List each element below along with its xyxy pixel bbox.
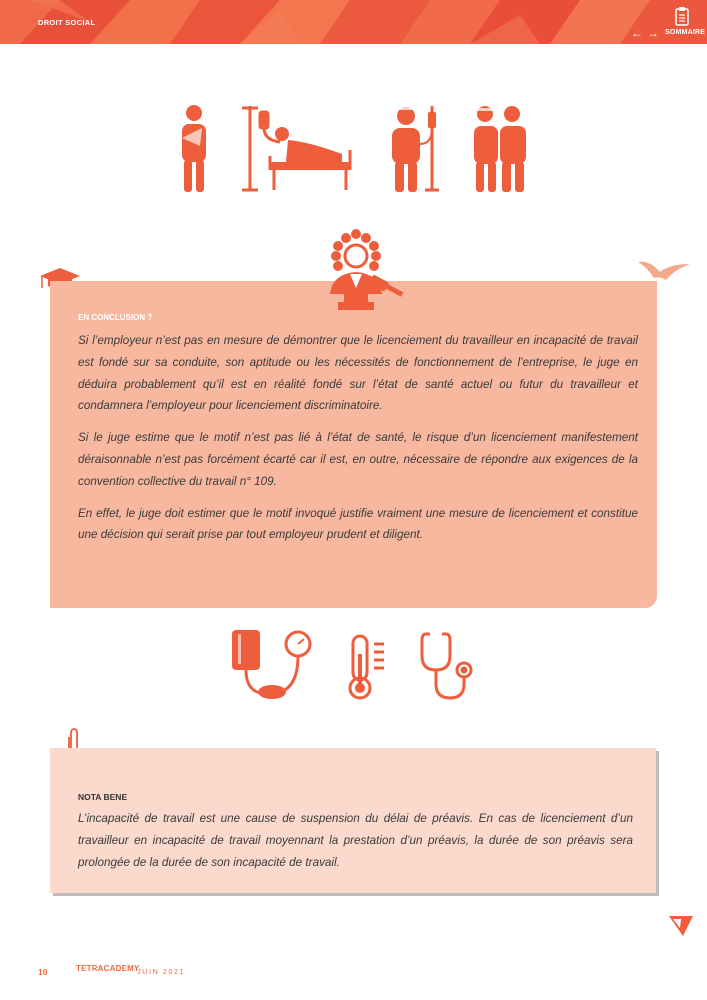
issue-date: JUIN 2021 [137, 967, 186, 976]
conclusion-paragraph: En effet, le juge doit estimer que le motif invoqué justifie vraiment une mesure de licenciement et constitue une décision qui serait prise par tout employeur prudent et diligent. [78, 506, 638, 542]
page-navigation [631, 6, 706, 40]
tetracademy-logo: TETRACADEMY [76, 964, 140, 973]
nota-bene-box [50, 748, 656, 893]
nota-text: L’incapacité de travail est une cause de suspension du délai de préavis. En cas de licenciement d’un travailleur en incapacité de travail moyennant la prestation d’un préavis, la durée de son préavis sera prolongée de la durée de son incapacité de travail. [78, 812, 633, 869]
conclusion-text [78, 330, 638, 556]
blood-pressure-icon [232, 630, 310, 699]
medical-icon-row [228, 626, 484, 706]
page-number: 10 [38, 967, 48, 977]
patient-iv-icon [392, 106, 439, 192]
section-label: DROIT SOCIAL [38, 18, 96, 27]
stethoscope-icon [422, 634, 471, 698]
conclusion-paragraph: Si l’employeur n’est pas en mesure de démontrer que le licenciement du travailleur en incapacité de travail est fondé sur sa conduite, son aptitude ou les nécessités de fonctionnement de l’entreprise, le juge en déduira probablement qu’il est en réalité fondé sur l’état de santé actuel ou futur du travailleur et condamnera l’employeur pour licenciement discriminatoire. [78, 334, 638, 413]
triangle-pattern [0, 0, 707, 44]
clipboard-icon[interactable] [674, 6, 690, 26]
summary-link[interactable]: SOMMAIRE [665, 29, 706, 36]
nota-title: NOTA BENE [78, 792, 128, 802]
thermometer-icon [350, 636, 384, 698]
next-page-button[interactable]: → [647, 26, 659, 40]
conclusion-title: EN CONCLUSION ? [78, 313, 153, 322]
illness-icon-row [170, 100, 540, 200]
injured-couple-icon [474, 106, 526, 192]
judge-gavel-icon [316, 228, 408, 320]
injured-person-icon [182, 105, 206, 192]
hospital-bed-icon [242, 106, 350, 190]
conclusion-paragraph: Si le juge estime que le motif n’est pas lié à l’état de santé, le risque d’un licenciement manifestement déraisonnable n’est pas forcément écarté car il est, en outre, nécessaire de répondre aux exigences de la convention collective du travail n° 109. [78, 431, 638, 488]
prev-page-button[interactable]: ← [631, 26, 643, 40]
conclusion-box [50, 281, 657, 608]
tetra-corner-logo-icon [669, 916, 693, 936]
header-banner [0, 0, 707, 44]
